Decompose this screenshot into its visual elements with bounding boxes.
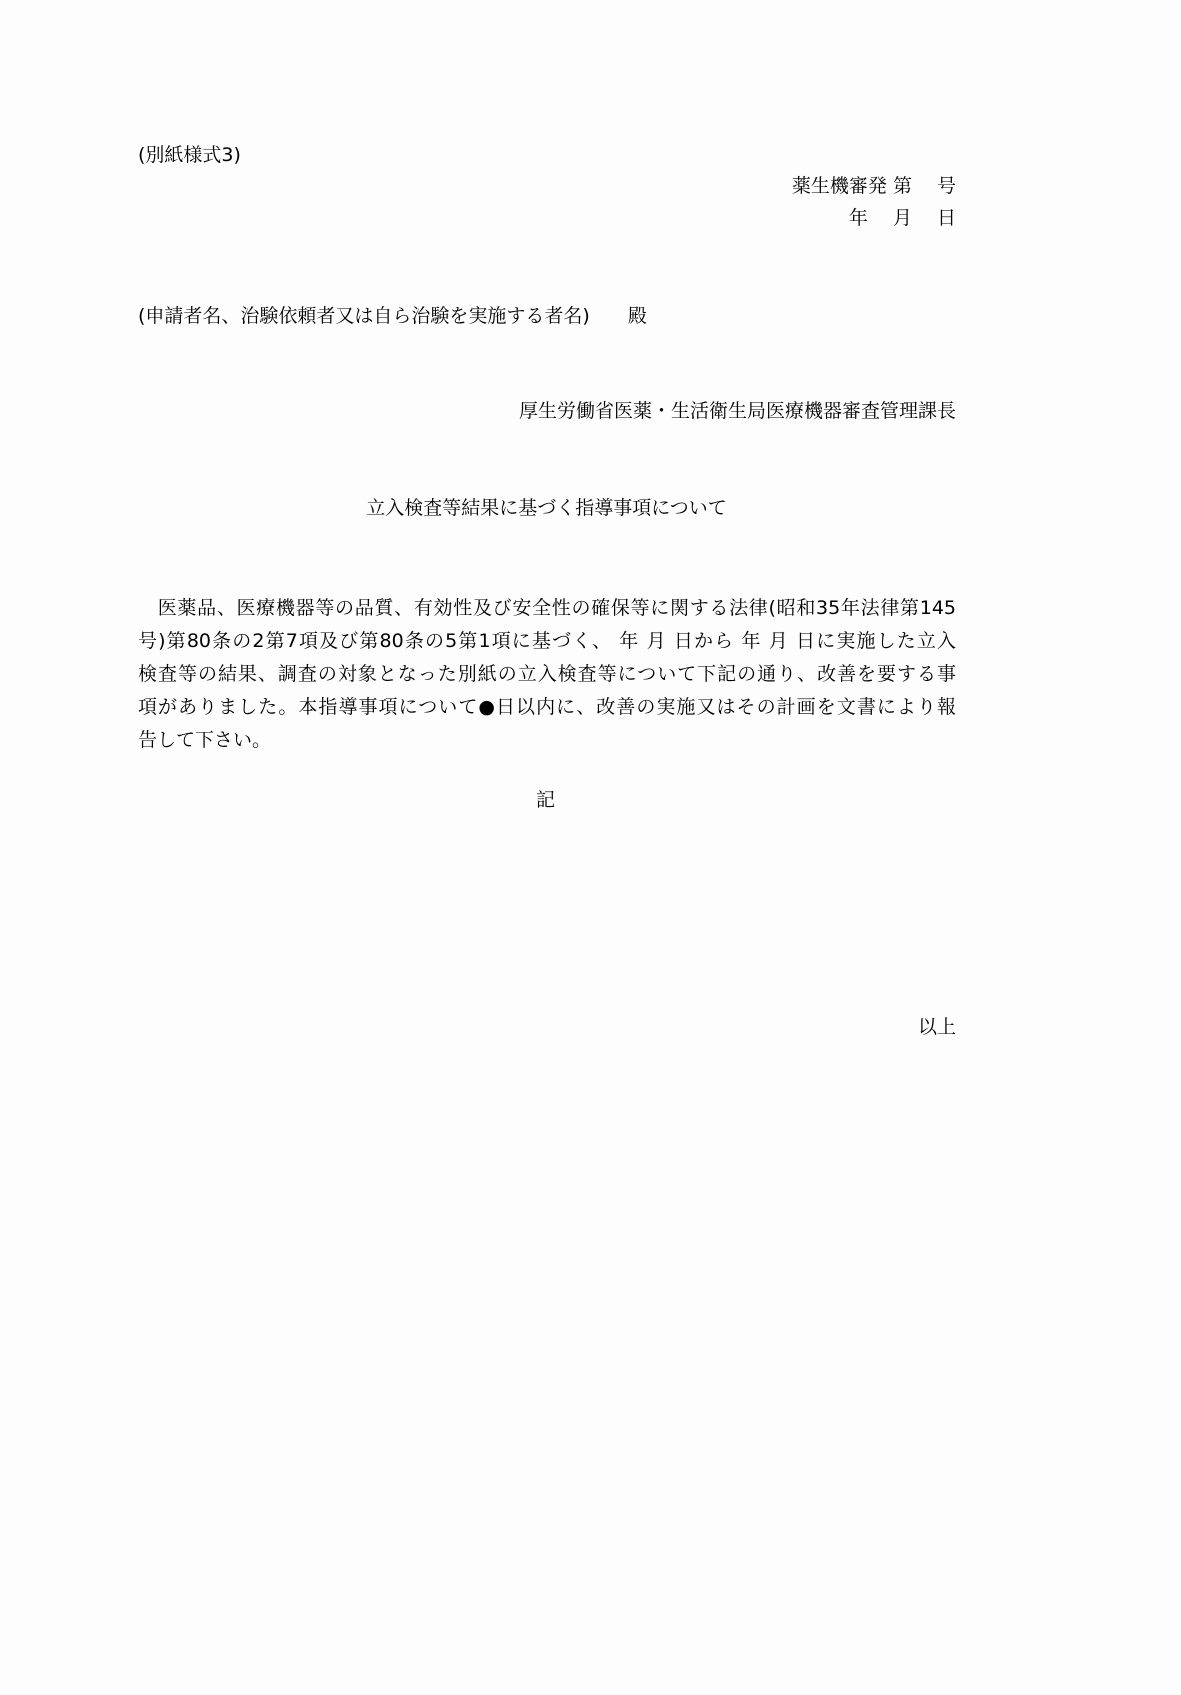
document-number: 薬生機審発 第 号 <box>791 175 956 197</box>
body-line: 告して下さい。 <box>138 729 272 751</box>
addressee: (申請者名、治験依頼者又は自ら治験を実施する者名) 殿 <box>138 305 647 327</box>
sender: 厚生労働省医薬・生活衛生局医療機器審査管理課長 <box>518 400 956 422</box>
form-label: (別紙様式3) <box>138 144 241 166</box>
document-title: 立入検査等結果に基づく指導事項について <box>366 497 727 519</box>
body-line: 検査等の結果、調査の対象となった別紙の立入検査等について下記の通り、改善を要する事 <box>138 663 956 685</box>
body-line: 項がありました。本指導事項について●日以内に、改善の実施又はその計画を文書により報 <box>138 696 956 718</box>
issue-date: 年 月 日 <box>848 207 956 229</box>
body-line: 医薬品、医療機器等の品質、有効性及び安全性の確保等に関する法律(昭和35年法律第145 <box>138 597 956 619</box>
body-line: 号)第80条の2第7項及び第80条の5第1項に基づく、 年 月 日から 年 月 日に実施した立入 <box>138 630 956 652</box>
body-paragraph <box>138 592 956 757</box>
closing-ijou: 以上 <box>917 1016 956 1038</box>
ki-heading: 記 <box>536 789 556 811</box>
